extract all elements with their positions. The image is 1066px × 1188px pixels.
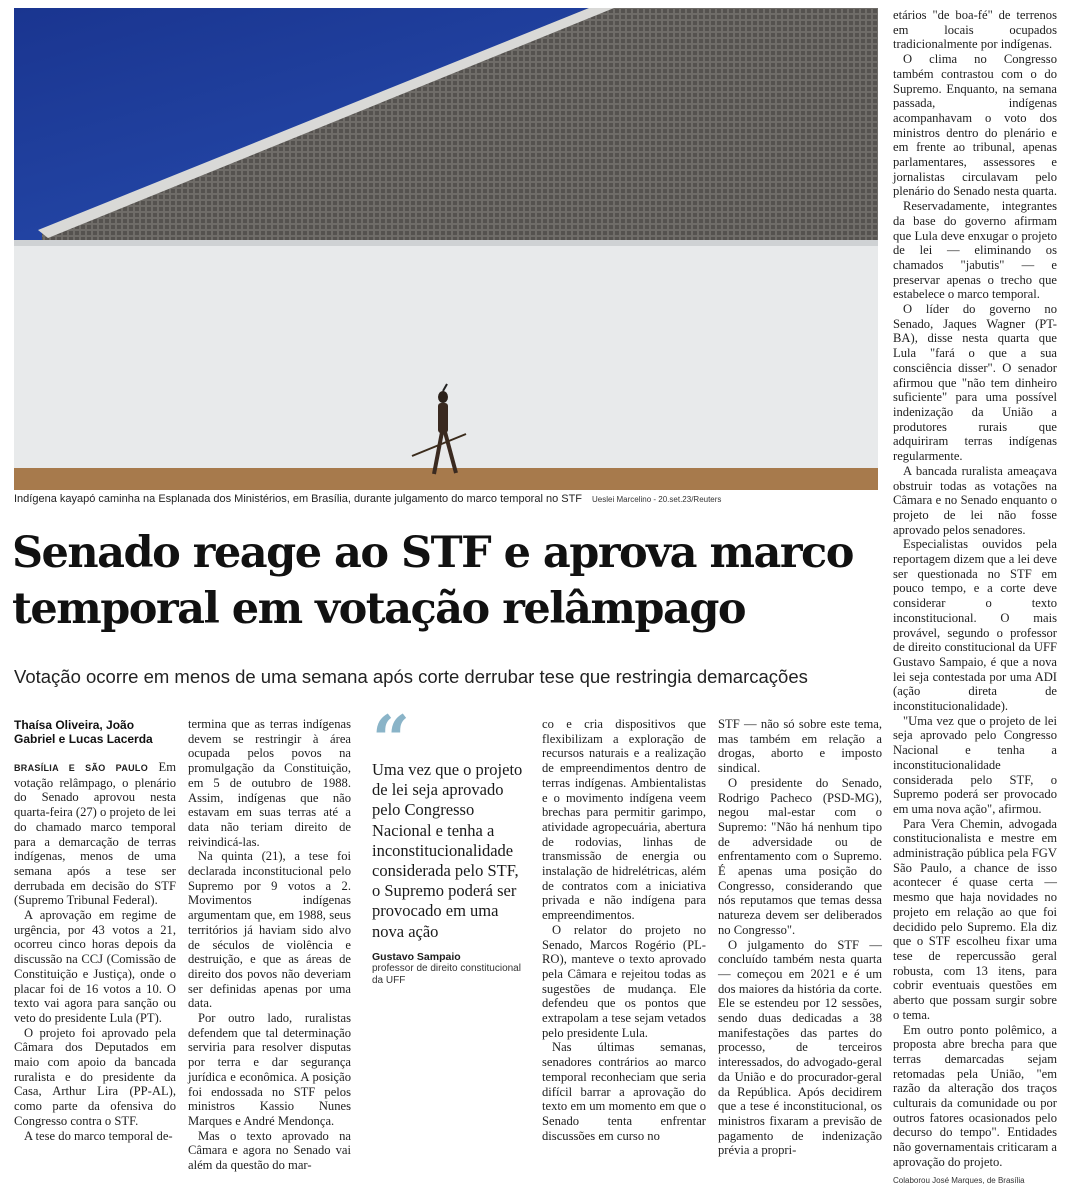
paragraph: O presidente do Senado, Rodrigo Pacheco (PSD-MG), negou mal-estar com o Supremo: "Não há nenhum tipo de adversidade ou de enfrentamento com o Supremo. É apenas uma posição do Congresso, considerando que nós reputamos que temas dessa natureza devem ser deliberados no Congresso". <box>718 775 882 937</box>
photo-caption <box>14 493 878 505</box>
byline: Thaísa Oliveira, João Gabriel e Lucas Lacerda <box>14 718 153 746</box>
ground <box>14 468 878 490</box>
paragraph: termina que as terras indígenas devem se restringir à área ocupada pelos povos na promulgação da Constituição, em 5 de outubro de 1988. Assim, indígenas que não estavam em suas terras até a data não teriam direito de reivindicá-las. <box>188 717 351 849</box>
article-column-4 <box>542 717 706 1143</box>
paragraph: A aprovação em regime de urgência, por 43 votos a 21, ocorreu cinco horas depois da discussão na CCJ (Comissão de Constituição e Justiça), onde o placar foi de 16 votos a 10. O texto vai agora para sanção ou veto do presidente Lula (PT). <box>14 908 176 1025</box>
news-photo <box>14 8 878 490</box>
pull-quote <box>372 701 530 987</box>
article-column-5 <box>718 717 882 1158</box>
paragraph: O clima no Congresso também contrastou com o do Supremo. Enquanto, na semana passada, indígenas acompanhavam o voto dos ministros dentro do plenário e em frente ao tribunal, apenas parlamentares, assessores e jornalistas circulavam pelo plenário do Senado nesta quarta. <box>893 52 1058 199</box>
paragraph: A bancada ruralista ameaçava obstruir todas as votações na Câmara e no Senado enquanto o projeto de lei não fosse aprovado pelos senadores. <box>893 463 1057 537</box>
paragraph: O projeto foi aprovado pela Câmara dos Deputados em maio com apoio da bancada ruralista e do presidente da Casa, Arthur Lira (PP-AL), como parte da ofensiva do Congresso contra o STF. <box>14 1025 176 1128</box>
article-column-2 <box>188 717 351 1173</box>
subheadline: Votação ocorre em menos de uma semana após corte derrubar tese que restringia demarcações <box>14 666 808 687</box>
paragraph: A tese do marco temporal de- <box>24 1128 173 1143</box>
article-column-6 <box>893 8 1058 1185</box>
caption-text: Indígena kayapó caminha na Esplanada dos Ministérios, em Brasília, durante julgamento do marco temporal no STF <box>14 493 583 505</box>
paragraph: O julgamento do STF — concluído também nesta quarta — começou em 2021 e é um dos maiores da história da corte. Ele se estendeu por 12 sessões, sendo duas dedicadas a 38 manifestações das partes do processo, de terceiros interessados, do advogado-geral da União e do procurador-geral da República. Após decidirem que a tese é inconstitucional, os ministros fixaram a previsão de pagamento de indenização prévia a propri- <box>718 937 882 1158</box>
paragraph: Reservadamente, integrantes da base do governo afirmam que Lula deve enxugar o projeto de lei — eliminando os chamados "jabutis" — e preservar apenas o trecho que estabelece o marco temporal. <box>893 199 1057 302</box>
paragraph: Nas últimas semanas, senadores contrários ao marco temporal reconheciam que seria difícil barrar a aprovação do texto em um momento em que o Senado tenta enfrentar discussões em curso no <box>542 1040 706 1143</box>
quote-author: Gustavo Sampaio <box>372 950 461 963</box>
quote-author-role: professor de direito constitucional da UFF <box>372 962 521 986</box>
dateline: BRASÍLIA E SÃO PAULO <box>14 763 149 773</box>
headline: Senado reage ao STF e aprova marco temporal em votação relâmpago <box>12 528 853 634</box>
paragraph: Em outro ponto polêmico, a proposta abre brecha para que terras demarcadas sejam retomadas pela União, "em razão da alteração dos traços culturais da comunidade ou por outros fatores ocasionados pelo decurso do tempo". Entidades não governamentais criticaram a aprovação do projeto. <box>893 1022 1057 1169</box>
paragraph: Para Vera Chemin, advogada constitucionalista e mestre em administração pública pela FGV São Paulo, a chance de isso acontecer é quase certa — mesmo que haja novidades no projeto em relação ao que foi decidido pelo Supremo. Ela diz que o STF escolheu fixar uma tese de repercussão geral robusta, com 13 itens, para cobrir eventuais questões em aberto que possam surgir sobre o tema. <box>893 816 1057 1022</box>
paragraph: Especialistas ouvidos pela reportagem dizem que a lei deve ser questionada no STF em pouco tempo, e a corte deve considerar o texto inconstitucional. O mais provável, segundo o professor de direito constitucional da UFF Gustavo Sampaio, é que a nova lei seja contestada por uma ADI (ação direta de inconstitucionalidade). <box>893 537 1057 714</box>
quote-mark-icon: “ <box>372 701 410 779</box>
photo-image <box>14 8 878 490</box>
paragraph: "Uma vez que o projeto de lei seja aprovado pelo Congresso Nacional e tenha a inconstitucionalidade considerada pelo STF, o Supremo poderá ser provocado em uma nova ação", afirmou. <box>893 713 1057 816</box>
paragraph: STF — não só sobre este tema, mas também em relação a drogas, aborto e imposto sindical. <box>718 717 882 776</box>
paragraph: etários "de boa-fé" de terrenos em locais ocupados tradicionalmente por indígenas. <box>893 8 1057 52</box>
paragraph: Mas o texto aprovado na Câmara e agora no Senado vai além da questão do mar- <box>188 1128 351 1173</box>
article-column-1 <box>14 760 176 1143</box>
contributor-credit: Colaborou José Marques, de Brasília <box>893 1175 1025 1185</box>
quote-text: Uma vez que o projeto de lei seja aprovado pelo Congresso Nacional e tenha a inconstitucionalidade considerada pelo STF, o Supremo poderá ser provocado em uma nova ação <box>372 760 523 941</box>
paragraph: O relator do projeto no Senado, Marcos Rogério (PL-RO), manteve o texto aprovado pela Câmara e rejeitou todas as sugestões de mudança. Ele defendeu que os pontos que extrapolam a tese sejam vetados pelo presidente Lula. <box>542 922 706 1040</box>
paragraph: O líder do governo no Senado, Jaques Wagner (PT-BA), disse nesta quarta que Lula "fará o que a sua consciência disser". O senador afirmou que "não tem dinheiro suficiente" para uma possível indenização da União a produtores rurais que adquiriram terras indígenas regularmente. <box>893 302 1057 464</box>
paragraph: BRASÍLIA E SÃO PAULO Em votação relâmpago, o plenário do Senado aprovou nesta quarta-feira (27) o projeto de lei do chamado marco temporal para a demarcação de terras indígenas, menos de uma semana após a tese ser derrubada em decisão do STF (Supremo Tribunal Federal). <box>14 760 176 908</box>
paragraph: co e cria dispositivos que flexibilizam a exploração de recursos naturais e a realização de empreendimentos dentro de terras indígenas. Ambientalistas e o movimento indígena veem brechas para permitir garimpo, atividade agropecuária, abertura de rodovias, linhas de transmissão de energia ou instalação de hidrelétricas, além de contratos com a iniciativa privada e não indígena para empreendimentos. <box>542 717 706 923</box>
photo-credit: Ueslei Marcelino - 20.set.23/Reuters <box>592 495 722 504</box>
paragraph: Na quinta (21), a tese foi declarada inconstitucional pelo Supremo por 9 votos a 2. Movimentos indígenas argumentam que, em 1988, seus territórios já haviam sido alvo de séculos de violência e destruição, e que as áreas de direito dos povos não deveriam ser definidas apenas por uma data. <box>188 849 351 1011</box>
paragraph: Por outro lado, ruralistas defendem que tal determinação serviria para resolver disputas por terra e dar segurança jurídica e econômica. A posição foi endossada no STF pelos ministros Kassio Nunes Marques e André Mendonça. <box>188 1011 351 1128</box>
